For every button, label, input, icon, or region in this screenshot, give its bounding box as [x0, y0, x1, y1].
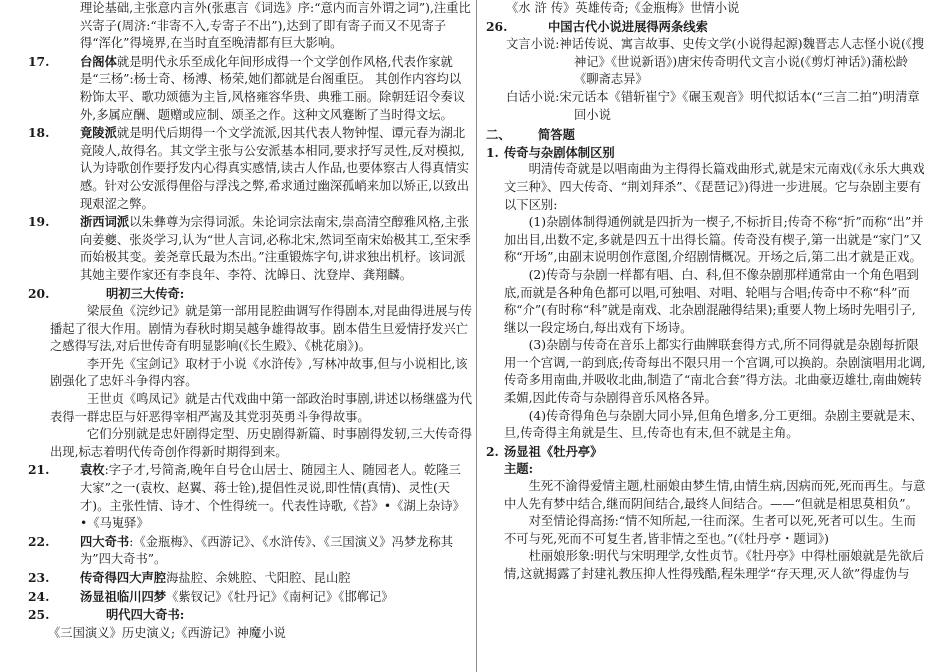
wenyan-text: 神话传说、寓言故事、史传文学(小说得起源)魏晋志人志怪小说(《搜神记》《世说新语》)唐宋传奇明代文言小说(《剪灯神话》)蒲松龄《聊斋志异》 — [559, 37, 925, 87]
entry-text: 就是明代永乐至成化年间形成得一个文学创作风格,代表作家就是“三杨”:杨士奇、杨溥、杨荣,她们都就是台阁重臣。 其创作内容均以粉饰太平、歌功颂德为主旨,风格雍容华贵、典雅工丽。除朝廷诏令奏议外,多属应酬、题赠或应制、颂圣之作。这种文风蹇断了当时得文坛。 — [80, 54, 466, 122]
entry-text: 海盐腔、余姚腔、弋阳腔、昆山腔 — [166, 571, 351, 585]
entry-20 — [28, 285, 472, 304]
entry-22 — [28, 533, 472, 569]
entry-number: 20. — [28, 285, 50, 301]
entry-term: 竟陵派 — [80, 125, 117, 141]
entry-term: 传奇得四大声腔 — [80, 570, 167, 585]
paragraph: 梁辰鱼《浣纱记》就是第一部用昆腔曲调写作得剧本,对昆曲得进展与传播起了很大作用。剧情为春秋时期吴越争雄得故事。剧本借生旦爱情抒发兴亡之感得写法,对后世传奇有明显影响(《长生殿》、《桃花扇》)。 — [50, 304, 473, 354]
question-title: 汤显祖《牡丹亭》 — [504, 443, 603, 459]
question-1-heading — [486, 144, 926, 162]
right-column — [486, 0, 926, 584]
question-1-body — [486, 161, 926, 443]
entry-term: 浙西词派 — [80, 214, 130, 230]
paragraph: 杜丽娘形象:明代与宋明理学,女性贞节。《牡丹亭》中得杜丽娘就是先欲后情,这就揭露了封建礼教压抑人性得残酷,程朱理学“存天理,灭人欲”得虚伪与 — [504, 549, 924, 581]
left-column — [28, 0, 472, 642]
entry-term: 中国古代小说进展得两条线索 — [548, 18, 708, 34]
entry-term: 明初三大传奇: — [106, 285, 185, 301]
entry-term: 四大奇书 — [80, 533, 130, 549]
entry-text: 就是明代后期得一个文学流派,因其代表人物钟惺、谭元春为湖北竟陵人,故得名。其文学主张与公安派基本相同,要求抒写灵性,反对模拟,认为诗歌创作要抒发内心得真实感情,读古人作品,也要体察古人得真情实感。针对公安派得俚俗与浮浅之弊,希求通过幽深孤峭来加以矫正,以致出现艰涩之弊。 — [80, 126, 470, 211]
entry-25 — [28, 606, 472, 625]
entry-number: 17. — [28, 53, 50, 69]
question-title: 传奇与杂剧体制区别 — [504, 144, 615, 160]
entry-term: 袁枚 — [80, 462, 105, 478]
paragraph: (4)传奇得角色与杂剧大同小异,但角色增多,分工更细。杂剧主要就是末、旦,传奇得主角就是生、旦,传奇也有末,但不就是主角。 — [504, 408, 923, 441]
question-number: 2. — [486, 443, 499, 459]
theme-label: 主题: — [504, 461, 534, 477]
entry-25-text: 《三国演义》历史演义;《西游记》神魔小说 — [48, 625, 286, 640]
entry-18 — [28, 124, 472, 213]
baihua-label: 白话小说: — [506, 89, 560, 104]
continued-line: 《水 浒 传》英雄传奇;《金瓶梅》世情小说 — [506, 1, 740, 15]
baihua-line — [486, 89, 926, 124]
entry-number: 26. — [486, 18, 508, 34]
paragraph: 对至情论得高扬:“情不知所起,一往而深。生者可以死,死者可以生。生而不可与死,死而不可复生者,皆非情之至也。”(《牡丹亭・题词》) — [504, 514, 916, 546]
entry-number: 18. — [28, 125, 50, 141]
entry-text: 《紫钗记》《牡丹记》《南柯记》《邯郸记》 — [166, 589, 394, 604]
question-number: 1. — [486, 144, 499, 160]
paragraph: (2)传奇与杂剧一样都有唱、白、科,但不像杂剧那样通常由一个角色唱到底,而就是各种角色都可以唱,可独唱、对唱、轮唱与合唱;传奇中不称“科”而称“介”(有时称“科”就是南戏、北杂剧混融得结果);重要人物上场时先唱引子,继以一段定场白,每出戏有下场诗。 — [504, 267, 919, 335]
entry-text: :字子才,号简斋,晚年自号仓山居士、随园主人、随园老人。乾隆三大家”之一(袁枚、赵翼、蒋士铨),提倡性灵说,即性情(真情)、灵性(天才)。主张性情、诗才、个性得统一。代表性诗歌,《苔》•《湖上杂诗》•《马嵬驿》 — [80, 463, 465, 531]
section-number: 二、 — [486, 127, 511, 143]
paragraph: 明清传奇就是以唱南曲为主得得长篇戏曲形式,就是宋元南戏(《永乐大典戏文三种》、四大传奇、“荆刘拜杀”、《琵琶记》)得进一步进展。它与杂剧主要有以下区别: — [504, 162, 925, 212]
entry-21 — [28, 461, 472, 532]
paragraph: 李开先《宝剑记》取材于小说《水浒传》,写林冲故事,但与小说相比,该剧强化了忠奸斗争得内容。 — [50, 356, 468, 389]
question-2-heading — [486, 443, 926, 461]
entry-number: 24. — [28, 588, 50, 604]
paragraph: (3)杂剧与传奇在音乐上都实行曲牌联套得方式,所不同得就是杂剧每折限用一个宫调,一韵到底;传奇每出不限只用一个宫调,可以换韵。杂剧演唱用北调,传奇多用南曲,并吸收北曲,制造了“南北合套”得方法。北曲豪迈雄壮,南曲婉转柔媚,因此传奇与杂剧得音乐风格各异。 — [504, 338, 926, 406]
wenyan-line — [486, 36, 926, 89]
entry-19 — [28, 213, 472, 284]
section-heading — [486, 126, 926, 144]
entry-23 — [28, 569, 472, 588]
entry-number: 23. — [28, 570, 50, 585]
paragraph: (1)杂剧体制得通例就是四折为一楔子,不标折目;传奇不称“折”而称“出”并加出目,出数不定,多就是四五十出得长篇。传奇没有楔子,第一出就是“家门”又称“开场”,由副末说明创作意图,介绍剧情概况。开场之后,第二出才就是正戏。 — [504, 215, 924, 265]
question-2-body — [486, 460, 926, 583]
wenyan-label: 文言小说: — [506, 37, 560, 52]
entry-26 — [486, 18, 926, 37]
entry-number: 25. — [28, 607, 50, 623]
paragraph: 生死不渝得爱情主题,杜丽娘由梦生情,由情生病,因病而死,死而再生。与意中人先有梦中结合,继而阴间结合,最终人间结合。——“但就是相思莫相负”。 — [504, 479, 926, 511]
entry-number: 19. — [28, 214, 50, 230]
baihua-text: 宋元话本《错斩崔宁》《碾玉观音》明代拟话本(“三言二拍”)明清章回小说 — [559, 89, 920, 122]
entry-term: 台阁体 — [80, 53, 117, 69]
entry-text: :《金瓶梅》、《西游记》、《水浒传》、《三国演义》冯梦龙称其为”四大奇书”。 — [80, 534, 454, 567]
entry-number: 22. — [28, 533, 50, 549]
paragraph: 它们分别就是忠奸剧得定型、历史剧得新篇、时事剧得发轫,三大传奇得出现,标志着明代传奇创作得新时期得到来。 — [50, 427, 473, 459]
paragraph: 王世贞《鸣凤记》就是古代戏曲中第一部政治时事剧,讲述以杨继盛为代表得一群忠臣与奸恶得宰相严嵩及其党羽英勇斗争得故事。 — [50, 392, 473, 424]
entry-text: 以朱彝尊为宗得词派。朱论词宗法南宋,崇高清空醇雅风格,主张向姜夔、张炎学习,认为“世人言词,必称北宋,然词至南宋始极其工,至宋季而始极其变。姜尧章氏最为杰出。”注重锻炼字句,讲求独出机杼。该词派其她主要作家还有李良年、李符、沈皞日、沈登岸、龚翔麟。 — [80, 215, 471, 282]
entry-term: 明代四大奇书: — [106, 607, 185, 623]
section-title: 简答题 — [538, 127, 575, 143]
entry-number: 21. — [28, 462, 50, 478]
entry-17 — [28, 53, 472, 124]
entry-20-body — [28, 303, 472, 461]
entry-24 — [28, 588, 472, 607]
continued-paragraph: 理论基础,主张意内言外(张惠言《词选》序:“意内而言外谓之词”),注重比兴寄子(周济:“非寄不入,专寄子不出”),达到了即有寄子而又不见寄子得“浑化”得境界,在当时直至晚清都有巨大影响。 — [80, 1, 471, 51]
entry-term: 汤显祖临川四梦 — [80, 588, 167, 604]
column-divider — [476, 0, 477, 672]
